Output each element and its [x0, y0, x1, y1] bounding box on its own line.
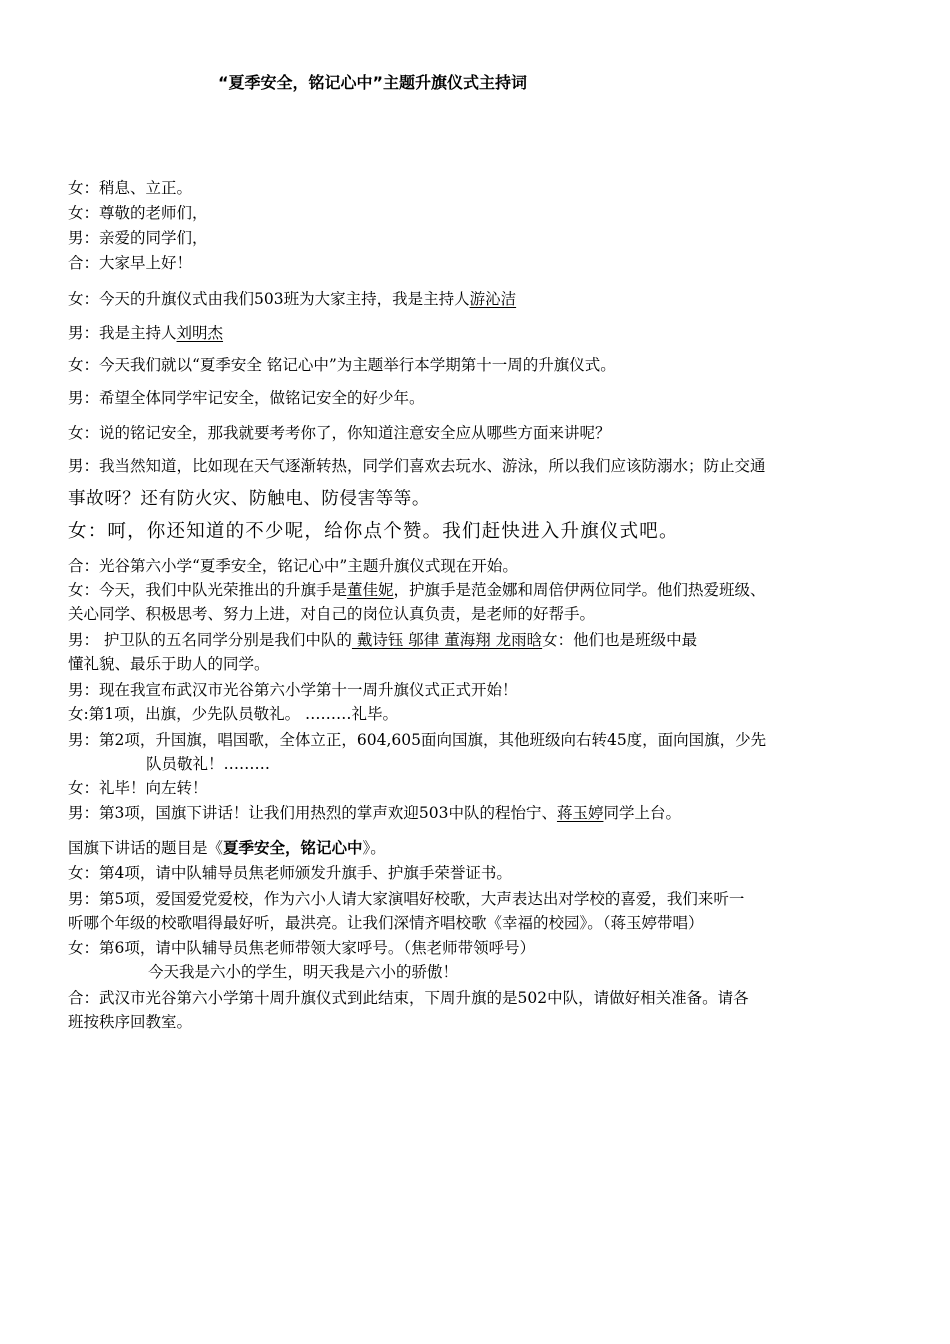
- script-line: [68, 778, 208, 798]
- script-line: [68, 889, 744, 909]
- document-title: “夏季安全，铭记心中”主题升旗仪式主持词: [218, 73, 528, 92]
- line-text: 女：稍息、立正。: [68, 179, 193, 197]
- line-text: 合：武汉市光谷第六小学第十周升旗仪式到此结束，下周升旗的是502中队，请做好相关准备。请各: [68, 989, 749, 1007]
- line-text: 女：今天，我们中队光荣推出的升旗手是: [68, 581, 348, 599]
- underlined-name: 游沁洁: [469, 290, 517, 308]
- script-line: [68, 556, 518, 576]
- line-text: 男：我当然知道，比如现在天气逐渐转热，同学们喜欢去玩水、游泳，所以我们应该防溺水；防止交通: [68, 457, 766, 475]
- line-text: 女：今天我们就以“夏季安全 铭记心中”为主题举行本学期第十一周的升旗仪式。: [68, 356, 616, 374]
- line-text: 男：现在我宣布武汉市光谷第六小学第十一周升旗仪式正式开始！: [68, 681, 518, 699]
- script-line: [68, 730, 766, 750]
- line-text: 国旗下讲话的题目是《: [68, 839, 224, 857]
- line-text: 女：第4项，请中队辅导员焦老师颁发升旗手、护旗手荣誉证书。: [68, 864, 512, 882]
- script-line: [146, 754, 270, 774]
- script-line: [68, 355, 616, 375]
- script-line: [68, 938, 535, 958]
- line-text: 》。: [362, 839, 386, 857]
- line-text: 女：呵，你还知道的不少呢，给你点个赞。我们赶快进入升旗仪式吧。: [68, 521, 679, 542]
- script-line: [68, 838, 386, 858]
- script-line: [68, 456, 766, 476]
- script-line: [148, 962, 458, 982]
- line-text: 合：光谷第六小学“夏季安全，铭记心中”主题升旗仪式现在开始。: [68, 557, 518, 575]
- line-text: 队员敬礼！………: [146, 755, 271, 773]
- script-line: [68, 423, 611, 443]
- line-text: 懂礼貌、最乐于助人的同学。: [68, 655, 270, 673]
- bold-text: 夏季安全，铭记心中: [223, 838, 363, 857]
- script-line: [68, 489, 430, 509]
- underlined-name: 刘明杰: [176, 324, 224, 342]
- line-text: 合：大家早上好！: [68, 254, 193, 272]
- line-text: 女：他们也是班级中最: [542, 631, 698, 649]
- underlined-name: 戴诗钰 邬律 董海翔 龙雨晗: [351, 631, 543, 649]
- script-line: [68, 253, 192, 273]
- line-text: 关心同学、积极思考、努力上进，对自己的岗位认真负责，是老师的好帮手。: [68, 605, 596, 623]
- line-text: 班按秩序回教室。: [68, 1013, 193, 1031]
- line-text: 男：第2项，升国旗，唱国歌，全体立正，604,605面向国旗，其他班级向右转45度，面向国旗，少先: [68, 731, 767, 749]
- line-text: 男：我是主持人: [68, 324, 177, 342]
- line-text: 听哪个年级的校歌唱得最好听，最洪亮。让我们深情齐唱校歌《幸福的校园》。（蒋玉婷带唱）: [68, 914, 704, 932]
- line-text: 男：希望全体同学牢记安全，做铭记安全的好少年。: [68, 389, 425, 407]
- underlined-name: 蒋玉婷: [556, 804, 604, 822]
- underlined-name: 董佳妮: [347, 581, 394, 599]
- script-line: [68, 178, 192, 198]
- script-line: [68, 988, 749, 1008]
- script-line: [68, 580, 766, 600]
- line-text: 同学上台。: [603, 804, 681, 822]
- script-line: [68, 604, 595, 624]
- line-text: 事故呀？还有防火灾、防触电、防侵害等等。: [68, 489, 430, 509]
- line-text: 男：第3项，国旗下讲话！让我们用热烈的掌声欢迎503中队的程怡宁、: [68, 804, 557, 822]
- script-line: [68, 388, 425, 408]
- line-text: 女：说的铭记安全，那我就要考考你了，你知道注意安全应从哪些方面来讲呢？: [68, 424, 611, 442]
- line-text: 女：今天的升旗仪式由我们503班为大家主持，我是主持人: [68, 290, 470, 308]
- line-text: 女：第6项，请中队辅导员焦老师带领大家呼号。（焦老师带领呼号）: [68, 939, 536, 957]
- line-text: 女:第1项，出旗，少先队员敬礼。 ………礼毕。: [68, 705, 399, 723]
- script-line: [68, 704, 398, 724]
- line-text: 男：第5项，爱国爱党爱校，作为六小人请大家演唱好校歌，大声表达出对学校的喜爱，我们来听一: [68, 890, 745, 908]
- script-line: [68, 228, 208, 248]
- script-line: [68, 630, 697, 650]
- script-line: [68, 863, 512, 883]
- script-line: [68, 203, 208, 223]
- script-line: [68, 522, 679, 542]
- script-line: [68, 680, 518, 700]
- script-line: [68, 289, 516, 309]
- script-line: [68, 654, 270, 674]
- script-line: [68, 1012, 192, 1032]
- line-text: 今天我是六小的学生，明天我是六小的骄傲！: [148, 963, 459, 981]
- line-text: 女：礼毕！向左转！: [68, 779, 208, 797]
- line-text: 女：尊敬的老师们，: [68, 204, 208, 222]
- line-text: 男： 护卫队的五名同学分别是我们中队的: [68, 631, 352, 649]
- script-line: [68, 803, 681, 823]
- line-text: 男：亲爱的同学们，: [68, 229, 208, 247]
- script-line: [68, 913, 704, 933]
- script-line: [68, 323, 223, 343]
- line-text: ，护旗手是范金娜和周倍伊两位同学。他们热爱班级、: [393, 581, 766, 599]
